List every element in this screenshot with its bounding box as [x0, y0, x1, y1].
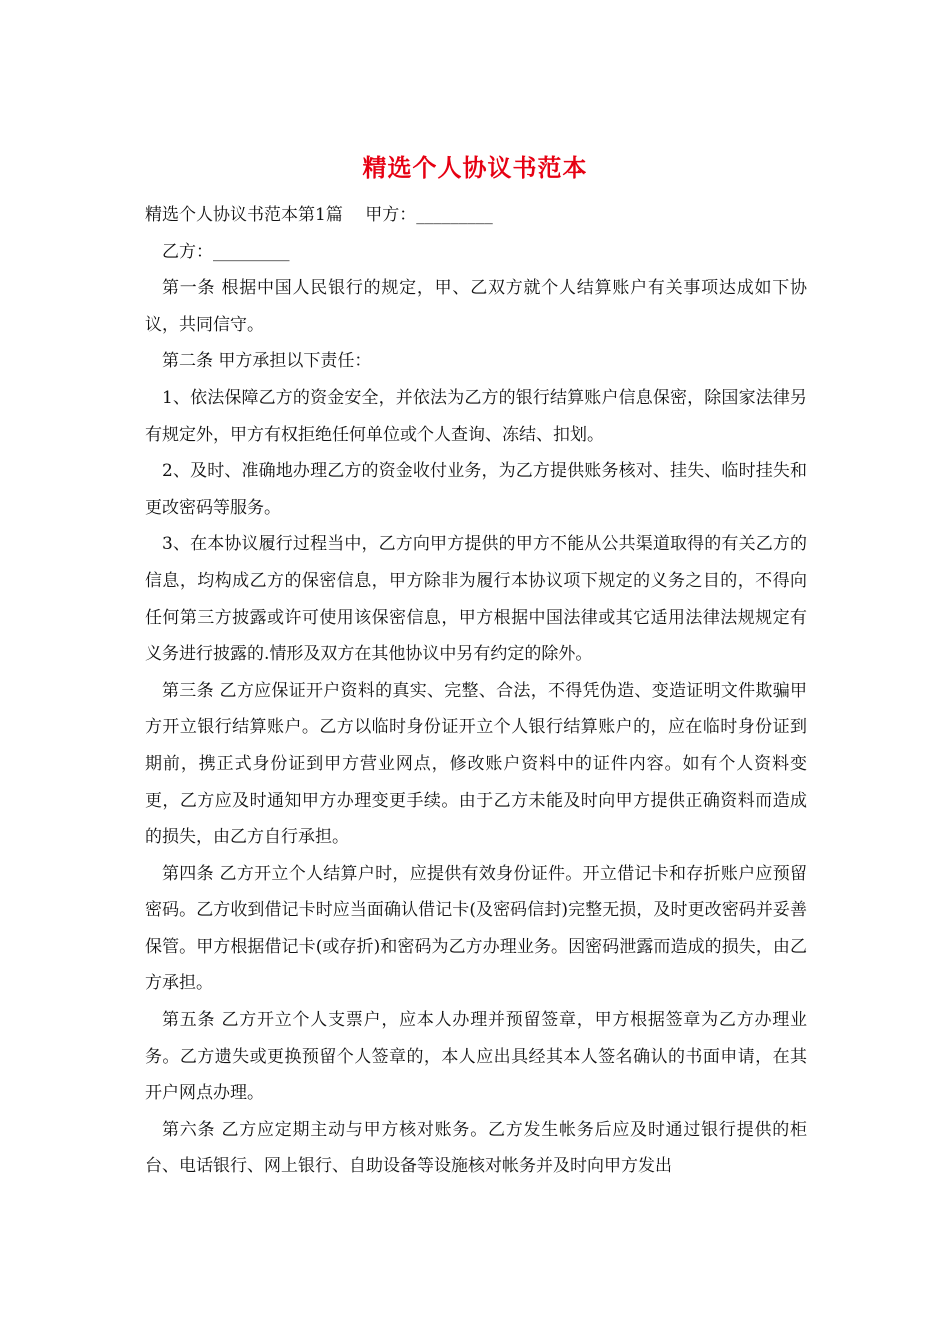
paragraph-article-5: 第五条 乙方开立个人支票户，应本人办理并预留签章，甲方根据签章为乙方办理业务。乙方遗失或更换预留个人签章的，本人应出具经其本人签名确认的书面申请，在其开户网点办理。 [145, 1010, 807, 1104]
document-title: 精选个人协议书范本 [362, 153, 588, 182]
paragraph-party-b: 乙方：_________ [162, 241, 290, 262]
paragraph-clause-3: 3、在本协议履行过程当中，乙方向甲方提供的甲方不能从公共渠道取得的有关乙方的信息，均构成乙方的保密信息，甲方除非为履行本协议项下规定的义务之目的，不得向任何第三方披露或许可使用该保密信息，甲方根据中国法律或其它适用法律法规规定有义务进行披露的.情形及双方在其他协议中另有约定的除外。 [145, 534, 807, 665]
paragraph-clause-1: 1、依法保障乙方的资金安全，并依法为乙方的银行结算账户信息保密，除国家法律另有规定外，甲方有权拒绝任何单位或个人查询、冻结、扣划。 [145, 387, 807, 445]
document-body [145, 197, 807, 1185]
paragraph-clause-2: 2、及时、准确地办理乙方的资金收付业务，为乙方提供账务核对、挂失、临时挂失和更改密码等服务。 [145, 461, 807, 518]
paragraph-article-1: 第一条 根据中国人民银行的规定，甲、乙双方就个人结算账户有关事项达成如下协议，共同信守。 [145, 278, 807, 335]
paragraph-article-6: 第六条 乙方应定期主动与甲方核对账务。乙方发生帐务后应及时通过银行提供的柜台、电话银行、网上银行、自助设备等设施核对帐务并及时向甲方发出 [145, 1119, 807, 1177]
paragraph-article-4: 第四条 乙方开立个人结算户时，应提供有效身份证件。开立借记卡和存折账户应预留密码。乙方收到借记卡时应当面确认借记卡(及密码信封)完整无损，及时更改密码并妥善保管。甲方根据借记卡(或存折)和密码为乙方办理业务。因密码泄露而造成的损失，由乙方承担。 [145, 863, 807, 994]
paragraph-article-3: 第三条 乙方应保证开户资料的真实、完整、合法，不得凭伪造、变造证明文件欺骗甲方开立银行结算账户。乙方以临时身份证开立个人银行结算账户的，应在临时身份证到期前，携正式身份证到甲方营业网点，修改账户资料中的证件内容。如有个人资料变更，乙方应及时通知甲方办理变更手续。由于乙方未能及时向甲方提供正确资料而造成的损失，由乙方自行承担。 [145, 680, 807, 848]
paragraph-heading-line: 精选个人协议书范本第1篇 甲方：_________ [145, 205, 493, 225]
paragraph-article-2: 第二条 甲方承担以下责任： [162, 351, 372, 372]
